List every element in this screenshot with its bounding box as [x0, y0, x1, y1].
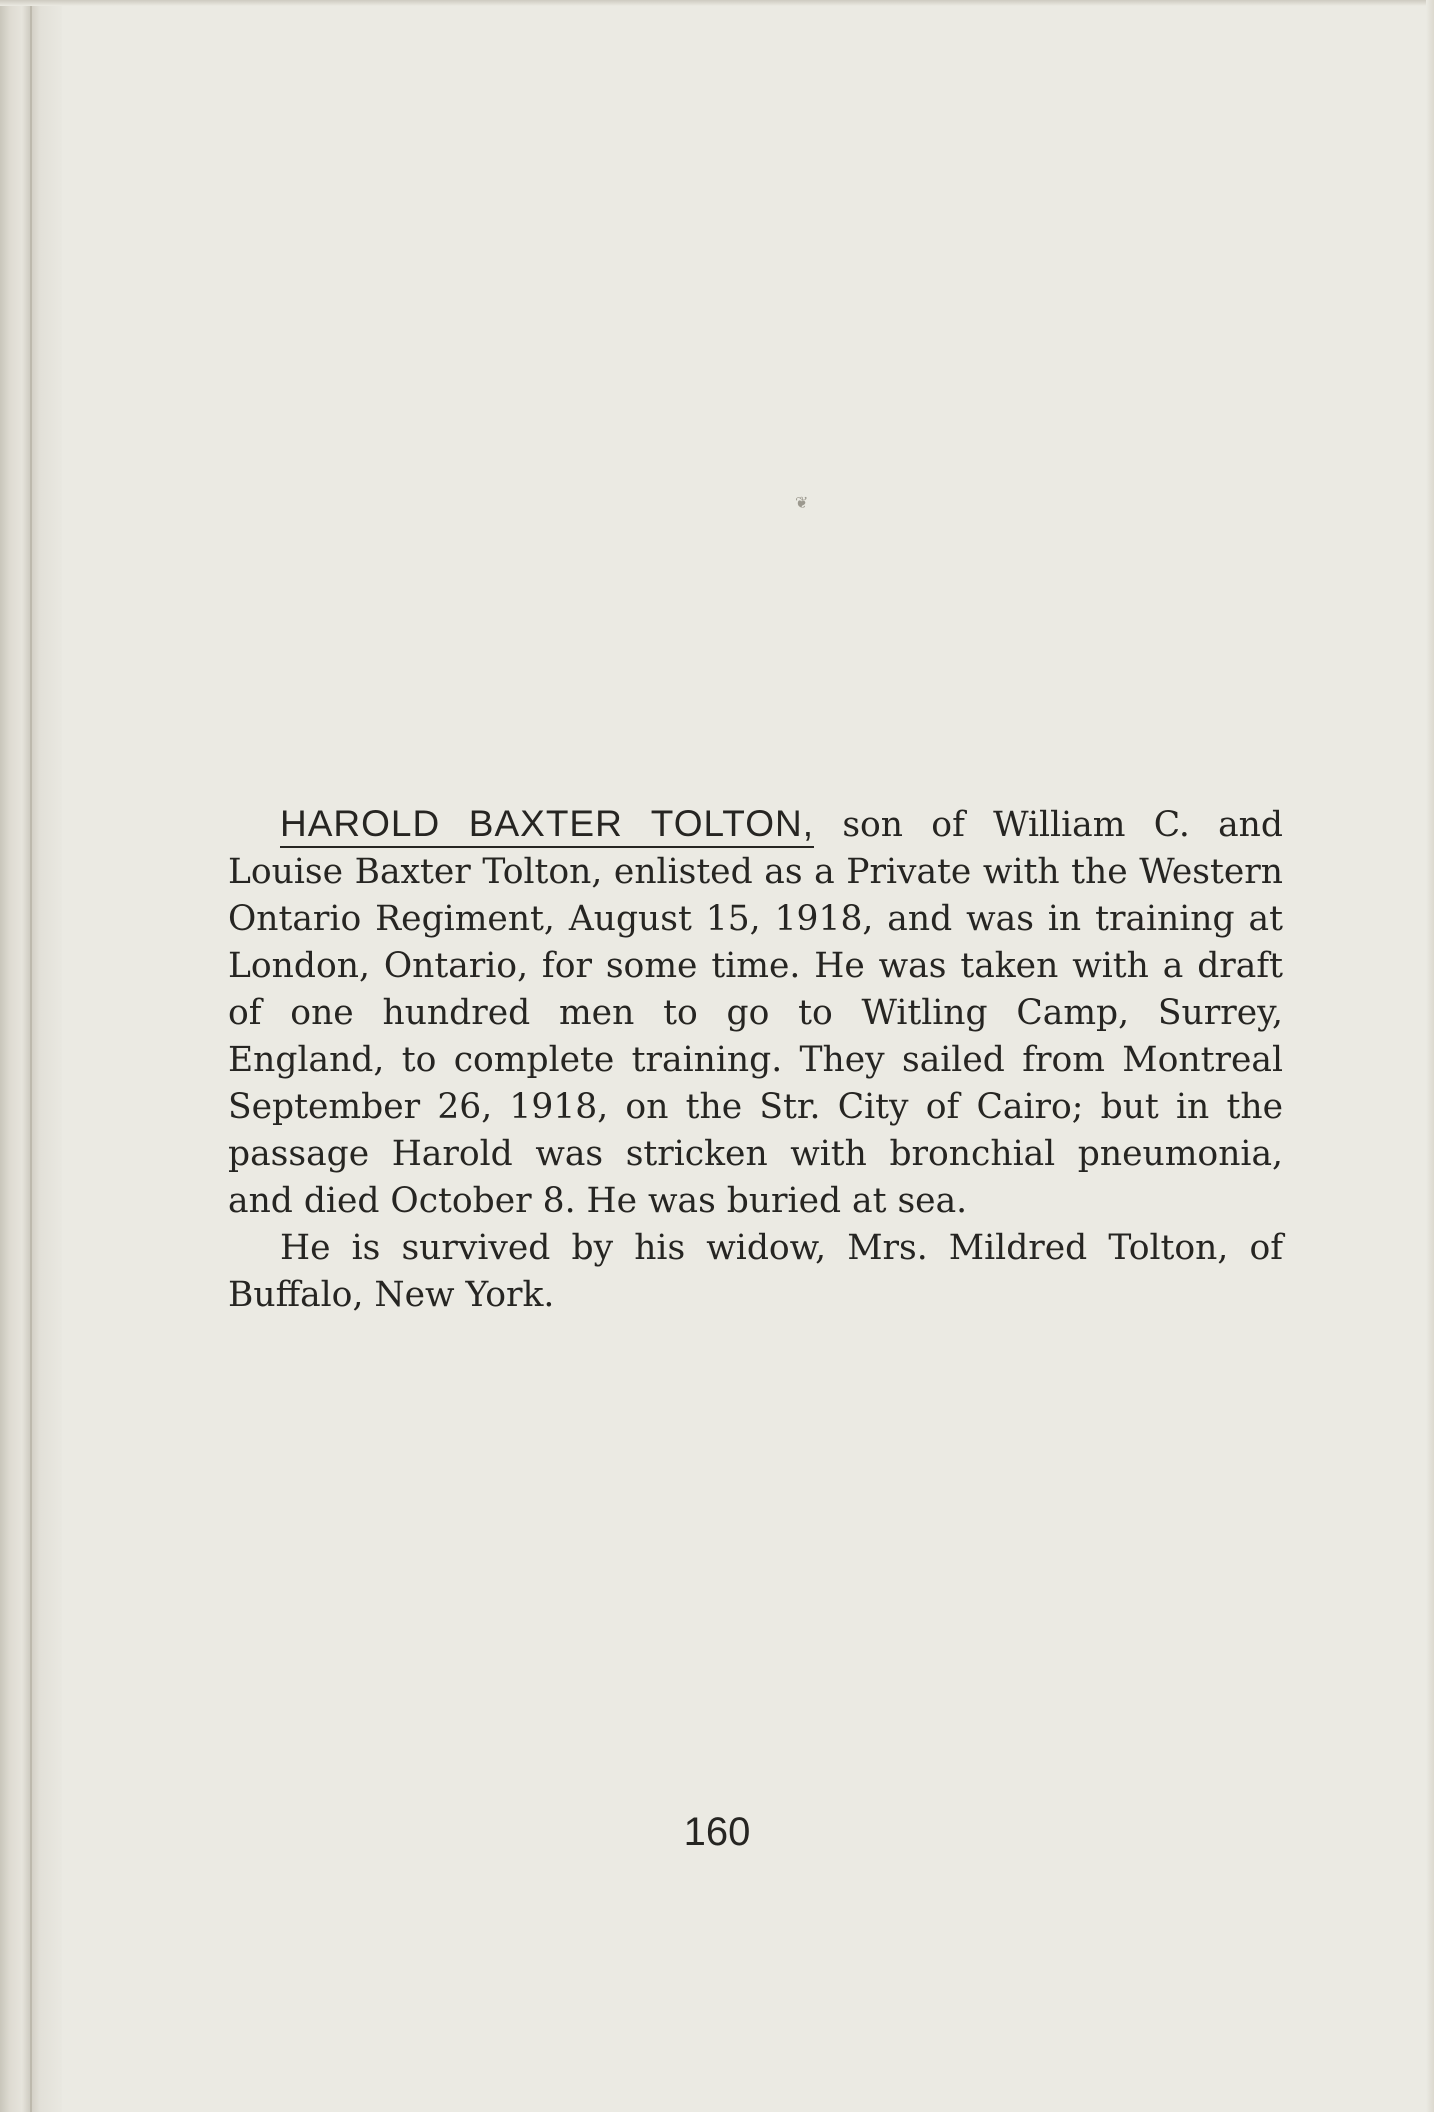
paragraph-2: He is survived by his widow, Mrs. Mildred Tolton, of Buffalo, New York.	[228, 1228, 1283, 1315]
page-right-edge	[1426, 0, 1434, 2112]
person-name: HAROLD BAXTER TOLTON,	[280, 803, 814, 848]
memorial-text	[228, 800, 1283, 1319]
paragraph-1-text: son of William C. and Louise Baxter Tolton, enlisted as a Private with the Western Ontario Regiment, August 15, 1918, and was in training at London, Ontario, for some time. He was taken with a draft of one hundred men to go to Witling Camp, Surrey, England, to complete training. They sailed from Montreal September 26, 1918, on the Str. City of Cairo; but in the passage Harold was stricken with bronchial pneumonia, and died October 8. He was buried at sea.	[228, 805, 1283, 1221]
page-top-edge	[0, 0, 1434, 6]
binding-line	[30, 0, 32, 2112]
page-number: 160	[683, 1810, 751, 1854]
paragraph-1	[228, 800, 1283, 1225]
decorative-ornament-icon: ❦	[795, 493, 807, 512]
